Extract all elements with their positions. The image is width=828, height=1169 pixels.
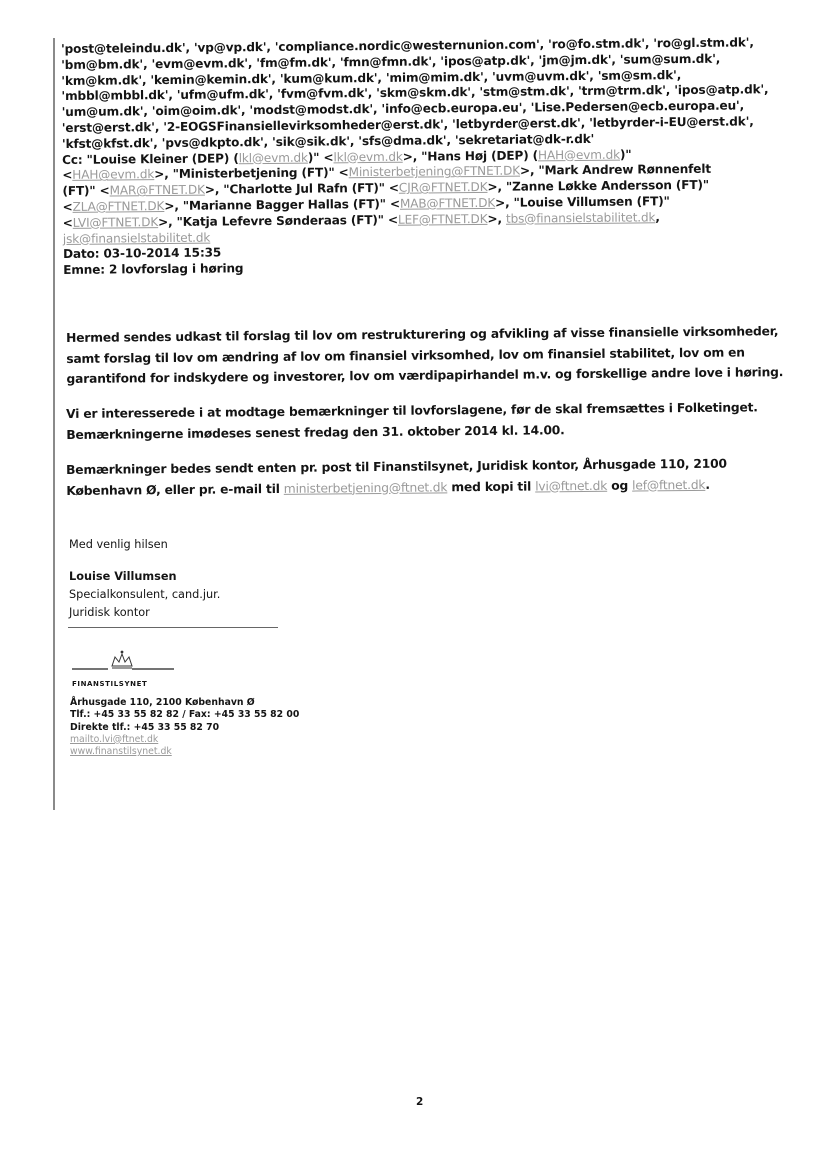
cc-line: <LVI@FTNET.DK>, "Katja Lefevre Sønderaas (FT)" <LEF@FTNET.DK>, tbs@finansielstabilitet.dk, (62, 210, 660, 230)
email-link[interactable]: CJR@FTNET.DK (398, 180, 488, 195)
body-paragraph-2: Vi er interesserede i at modtage bemærkninger til lovforslagene, før de skal fremsættes i Folketinget. Bemærkningerne imødeses senest fredag den 31. oktober 2014 kl. 14.00. (66, 400, 758, 442)
signer-title: Specialkonsulent, cand.jur. (69, 588, 221, 601)
signature-divider (68, 627, 278, 628)
cc-line: Cc: "Louise Kleiner (DEP) (lkl@evm.dk)" <lkl@evm.dk>, "Hans Høj (DEP) (HAH@evm.dk)" (62, 147, 632, 167)
page-number: 2 (416, 1096, 424, 1108)
email-link[interactable]: jsk@finansielstabilitet.dk (62, 230, 211, 246)
to-line: 'bm@bm.dk', 'evm@evm.dk', 'fm@fm.dk', 'fmn@fmn.dk', 'ipos@atp.dk', 'jm@jm.dk', 'sum@sum.dk', (61, 51, 721, 72)
email-header (61, 35, 769, 278)
email-link[interactable]: lkl@evm.dk (238, 150, 308, 165)
to-line: 'post@teleindu.dk', 'vp@vp.dk', 'compliance.nordic@westernunion.com', 'ro@fo.stm.dk', 'ro@gl.stm.dk', (61, 35, 754, 56)
email-link[interactable]: lkl@evm.dk (333, 149, 403, 164)
scan-margin-line (53, 38, 55, 810)
closing: Med venlig hilsen (69, 538, 168, 551)
contact-mail-link[interactable]: mailto.lvi@ftnet.dk (70, 733, 159, 745)
email-link[interactable]: LVI@FTNET.DK (72, 214, 159, 230)
email-link[interactable]: lvi@ftnet.dk (535, 478, 608, 493)
email-link[interactable]: ministerbetjening@ftnet.dk (283, 479, 448, 496)
contact-address: Århusgade 110, 2100 København Ø (70, 697, 255, 708)
subject-line: Emne: 2 lovforslag i høring (63, 261, 244, 278)
contact-web-link[interactable]: www.finanstilsynet.dk (70, 746, 172, 758)
contact-phone: Tlf.: +45 33 55 82 82 / Fax: +45 33 55 82 00 (70, 709, 300, 721)
date-line: Dato: 03-10-2014 15:35 (62, 245, 222, 262)
body-paragraph-1: Hermed sendes udkast til forslag til lov om restrukturering og afvikling af visse finansielle virksomheder, samt forslag til lov om ændring af lov om finansiel virksomhed, lov om finansiel stabilitet, lov om en garantifond for indskydere og investorer, lov om værdipapirhandel m.v. og forskellige andre love i høring. (66, 324, 784, 386)
contact-direct: Direkte tlf.: +45 33 55 82 70 (70, 721, 220, 733)
logo-wordmark: FINANSTILSYNET (72, 680, 148, 688)
cc-line: <HAH@evm.dk>, "Ministerbetjening (FT)" <Ministerbetjening@FTNET.DK>, "Mark Andrew Rønnenfelt (62, 162, 712, 183)
email-link[interactable]: ZLA@FTNET.DK (72, 198, 165, 214)
email-link[interactable]: MAB@FTNET.DK (399, 195, 496, 211)
contact-block (70, 697, 299, 758)
signer-name: Louise Villumsen (69, 570, 177, 583)
to-line: 'mbbl@mbbl.dk', 'ufm@ufm.dk', 'fvm@fvm.dk', 'skm@skm.dk', 'stm@stm.dk', 'trm@trm.dk', 'ipos@atp.dk', (61, 82, 769, 104)
crown-logo-icon (70, 648, 180, 684)
signature-block (69, 536, 749, 622)
email-link[interactable]: HAH@evm.dk (72, 167, 155, 183)
email-link[interactable]: Ministerbetjening@FTNET.DK (348, 163, 521, 180)
to-line: 'km@km.dk', 'kemin@kemin.dk', 'kum@kum.dk', 'mim@mim.dk', 'uvm@uvm.dk', 'sm@sm.dk', (61, 67, 682, 88)
signer-office: Juridisk kontor (69, 606, 150, 619)
email-link[interactable]: HAH@evm.dk (537, 147, 620, 163)
body-paragraph-3: Bemærkninger bedes sendt enten pr. post til Finanstilsynet, Juridisk kontor, Århusgade 110, 2100 København Ø, eller pr. e-mail til ministerbetjening@ftnet.dk med kopi til lvi@ftnet.dk og lef@ftnet.dk. (66, 456, 727, 498)
email-link[interactable]: lef@ftnet.dk (632, 477, 706, 493)
to-line: 'erst@erst.dk', '2-EOGSFinansiellevirksomheder@erst.dk', 'letbyrder@erst.dk', 'letbyrder-i-EU@erst.dk', (61, 114, 754, 135)
email-link[interactable]: tbs@finansielstabilitet.dk (505, 210, 656, 226)
email-link[interactable]: LEF@FTNET.DK (397, 211, 488, 227)
to-line: 'kfst@kfst.dk', 'pvs@dkpto.dk', 'sik@sik.dk', 'sfs@dma.dk', 'sekretariat@dk-r.dk' (61, 131, 595, 151)
cc-line: (FT)" <MAR@FTNET.DK>, "Charlotte Jul Rafn (FT)" <CJR@FTNET.DK>, "Zanne Løkke Andersson (FT)" (62, 177, 710, 199)
to-line: 'um@um.dk', 'oim@oim.dk', 'modst@modst.dk', 'info@ecb.europa.eu', 'Lise.Pedersen@ecb.europa.eu', (61, 98, 745, 120)
cc-line: <ZLA@FTNET.DK>, "Marianne Bagger Hallas (FT)" <MAB@FTNET.DK>, "Louise Villumsen (FT)" (62, 194, 670, 214)
email-link[interactable]: MAR@FTNET.DK (109, 182, 205, 198)
